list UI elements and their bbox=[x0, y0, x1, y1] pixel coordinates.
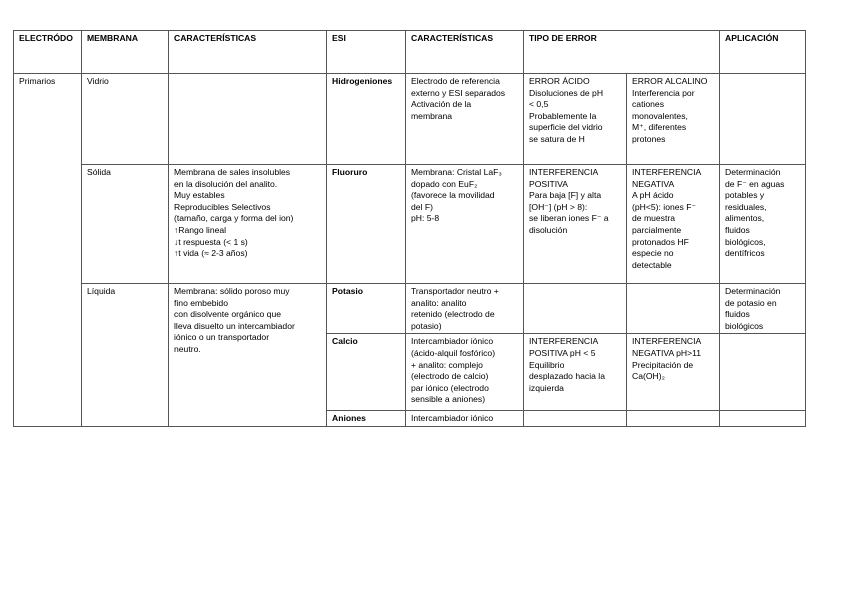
solida-caracteristicas bbox=[169, 165, 327, 284]
text-line: protones bbox=[632, 133, 666, 144]
text-line: neutro. bbox=[174, 343, 201, 354]
text-line: Membrana: Cristal LaF₃ bbox=[411, 167, 502, 177]
text-line: de F⁻ en aguas bbox=[725, 178, 785, 189]
text-line: pH: 5-8 bbox=[411, 213, 440, 224]
text-line: del F) bbox=[411, 201, 433, 212]
membrana-solida: Sólida bbox=[82, 165, 169, 284]
text-line: ↑Rango lineal bbox=[174, 224, 227, 235]
text-line: INTERFERENCIA bbox=[632, 336, 702, 347]
text-line: ERROR ÁCIDO bbox=[529, 76, 590, 86]
text-line: NEGATIVA pH>11 bbox=[632, 347, 702, 358]
aniones-error-2 bbox=[627, 411, 720, 427]
text-line: externo y ESI separados bbox=[411, 87, 506, 98]
calcio-interferencia-negativa bbox=[627, 334, 720, 411]
text-line: Determinación bbox=[725, 167, 781, 177]
text-line: Disoluciones de pH bbox=[529, 87, 604, 98]
text-line: ↓t respuesta (< 1 s) bbox=[174, 236, 248, 247]
text-line: INTERFERENCIA bbox=[632, 167, 702, 177]
text-line: disolución bbox=[529, 224, 568, 235]
text-line: Intercambiador iónico bbox=[411, 336, 494, 347]
header-tipo-error: TIPO DE ERROR bbox=[524, 31, 720, 74]
text-line: NEGATIVA bbox=[632, 178, 675, 189]
text-line: Determinación bbox=[725, 286, 781, 296]
row-potasio bbox=[14, 284, 806, 334]
text-line: monovalentes, bbox=[632, 110, 688, 121]
text-line: A pH ácido bbox=[632, 190, 674, 201]
text-line: residuales, bbox=[725, 201, 767, 212]
text-line: se liberan iones F⁻ a bbox=[529, 213, 609, 224]
aniones-caracteristicas bbox=[406, 411, 524, 427]
row-hidrogeniones bbox=[14, 74, 806, 165]
esi-potasio: Potasio bbox=[327, 284, 406, 334]
text-line: iónico o un transportador bbox=[174, 332, 270, 343]
header-caracteristicas-membrana: CARACTERÍSTICAS bbox=[169, 31, 327, 74]
text-line: par iónico (electrodo bbox=[411, 382, 489, 393]
text-line: Precipitación de bbox=[632, 359, 694, 370]
hidrogeniones-error-acido bbox=[524, 74, 627, 165]
text-line: de muestra bbox=[632, 213, 675, 224]
header-esi: ESI bbox=[327, 31, 406, 74]
esi-aniones: Aniones bbox=[327, 411, 406, 427]
text-line: (pH<5): iones F⁻ bbox=[632, 201, 696, 212]
text-line: retenido (electrodo de bbox=[411, 309, 495, 320]
text-line: Ca(OH)₂ bbox=[632, 371, 665, 382]
text-line: dentífricos bbox=[725, 248, 765, 259]
text-line: biológicos bbox=[725, 320, 764, 331]
text-line: parcialmente bbox=[632, 224, 682, 235]
calcio-interferencia-positiva bbox=[524, 334, 627, 411]
text-line: en la disolución del analito. bbox=[174, 178, 278, 189]
text-line: fluidos bbox=[725, 224, 750, 235]
text-line: (electrodo de calcio) bbox=[411, 371, 489, 382]
text-line: especie no bbox=[632, 248, 674, 259]
hidrogeniones-error-alcalino bbox=[627, 74, 720, 165]
membrana-vidrio: Vidrio bbox=[82, 74, 169, 165]
text-line: Electrodo de referencia bbox=[411, 76, 500, 86]
text-line: con disolvente orgánico que bbox=[174, 309, 282, 320]
hidrogeniones-aplicacion bbox=[720, 74, 806, 165]
fluoruro-interferencia-positiva bbox=[524, 165, 627, 284]
text-line: protonados HF bbox=[632, 236, 689, 247]
text-line: Intercambiador iónico bbox=[411, 413, 494, 424]
electrode-table bbox=[13, 30, 806, 427]
potasio-error-1 bbox=[524, 284, 627, 334]
text-line: POSITIVA bbox=[529, 178, 568, 189]
text-line: detectable bbox=[632, 259, 672, 270]
text-line: Transportador neutro + bbox=[411, 286, 499, 296]
calcio-aplicacion bbox=[720, 334, 806, 411]
text-line: lleva disuelto un intercambiador bbox=[174, 320, 295, 331]
esi-hidrogeniones: Hidrogeniones bbox=[327, 74, 406, 165]
fluoruro-aplicacion bbox=[720, 165, 806, 284]
text-line: alimentos, bbox=[725, 213, 765, 224]
electrodo-cell: Primarios bbox=[14, 74, 82, 427]
text-line: Probablemente la bbox=[529, 110, 597, 121]
esi-calcio: Calcio bbox=[327, 334, 406, 411]
liquida-caracteristicas bbox=[169, 284, 327, 427]
text-line: Interferencia por bbox=[632, 87, 695, 98]
text-line: M⁺, diferentes bbox=[632, 122, 687, 133]
text-line: potables y bbox=[725, 190, 765, 201]
text-line: Membrana: sólido poroso muy bbox=[174, 286, 290, 296]
text-line: membrana bbox=[411, 110, 453, 121]
text-line: Membrana de sales insolubles bbox=[174, 167, 291, 177]
header-aplicacion: APLICACIÓN bbox=[720, 31, 806, 74]
membrana-liquida: Líquida bbox=[82, 284, 169, 427]
text-line: potasio) bbox=[411, 320, 442, 331]
fluoruro-caracteristicas bbox=[406, 165, 524, 284]
text-line: [OH⁻] (pH > 8): bbox=[529, 201, 588, 212]
hidrogeniones-caracteristicas bbox=[406, 74, 524, 165]
text-line: Reproducibles Selectivos bbox=[174, 201, 271, 212]
text-line: biológicos, bbox=[725, 236, 766, 247]
aniones-aplicacion bbox=[720, 411, 806, 427]
text-line: (tamaño, carga y forma del ion) bbox=[174, 213, 294, 224]
text-line: Activación de la bbox=[411, 99, 472, 110]
text-line: sensible a aniones) bbox=[411, 394, 486, 405]
text-line: Para baja [F] y alta bbox=[529, 190, 602, 201]
text-line: superficie del vidrio bbox=[529, 122, 603, 133]
text-line: fino embebido bbox=[174, 297, 228, 308]
text-line: desplazado hacia la bbox=[529, 371, 605, 382]
row-fluoruro bbox=[14, 165, 806, 284]
text-line: izquierda bbox=[529, 382, 564, 393]
text-line: + analito: complejo bbox=[411, 359, 483, 370]
text-line: ERROR ALCALINO bbox=[632, 76, 708, 86]
text-line: fluidos bbox=[725, 309, 750, 320]
text-line: se satura de H bbox=[529, 133, 585, 144]
text-line: < 0,5 bbox=[529, 99, 549, 110]
aniones-error-1 bbox=[524, 411, 627, 427]
text-line: POSITIVA pH < 5 bbox=[529, 347, 596, 358]
header-row bbox=[14, 31, 806, 74]
text-line: cationes bbox=[632, 99, 665, 110]
header-caracteristicas-esi: CARACTERÍSTICAS bbox=[406, 31, 524, 74]
text-line: (ácido-alquil fosfórico) bbox=[411, 347, 496, 358]
esi-fluoruro: Fluoruro bbox=[327, 165, 406, 284]
text-line: INTERFERENCIA bbox=[529, 167, 599, 177]
potasio-aplicacion bbox=[720, 284, 806, 334]
potasio-caracteristicas bbox=[406, 284, 524, 334]
text-line: ↑t vida (≈ 2-3 años) bbox=[174, 248, 248, 259]
header-membrana: MEMBRANA bbox=[82, 31, 169, 74]
potasio-error-2 bbox=[627, 284, 720, 334]
text-line: Muy estables bbox=[174, 190, 225, 201]
text-line: INTERFERENCIA bbox=[529, 336, 599, 347]
header-electrodo: ELECTRÓDO bbox=[14, 31, 82, 74]
text-line: analito: analito bbox=[411, 297, 467, 308]
text-line: Equilibrio bbox=[529, 359, 565, 370]
text-line: (favorece la movilidad bbox=[411, 190, 495, 201]
vidrio-caracteristicas bbox=[169, 74, 327, 165]
fluoruro-interferencia-negativa bbox=[627, 165, 720, 284]
calcio-caracteristicas bbox=[406, 334, 524, 411]
text-line: dopado con EuF₂ bbox=[411, 178, 478, 189]
text-line: de potasio en bbox=[725, 297, 777, 308]
